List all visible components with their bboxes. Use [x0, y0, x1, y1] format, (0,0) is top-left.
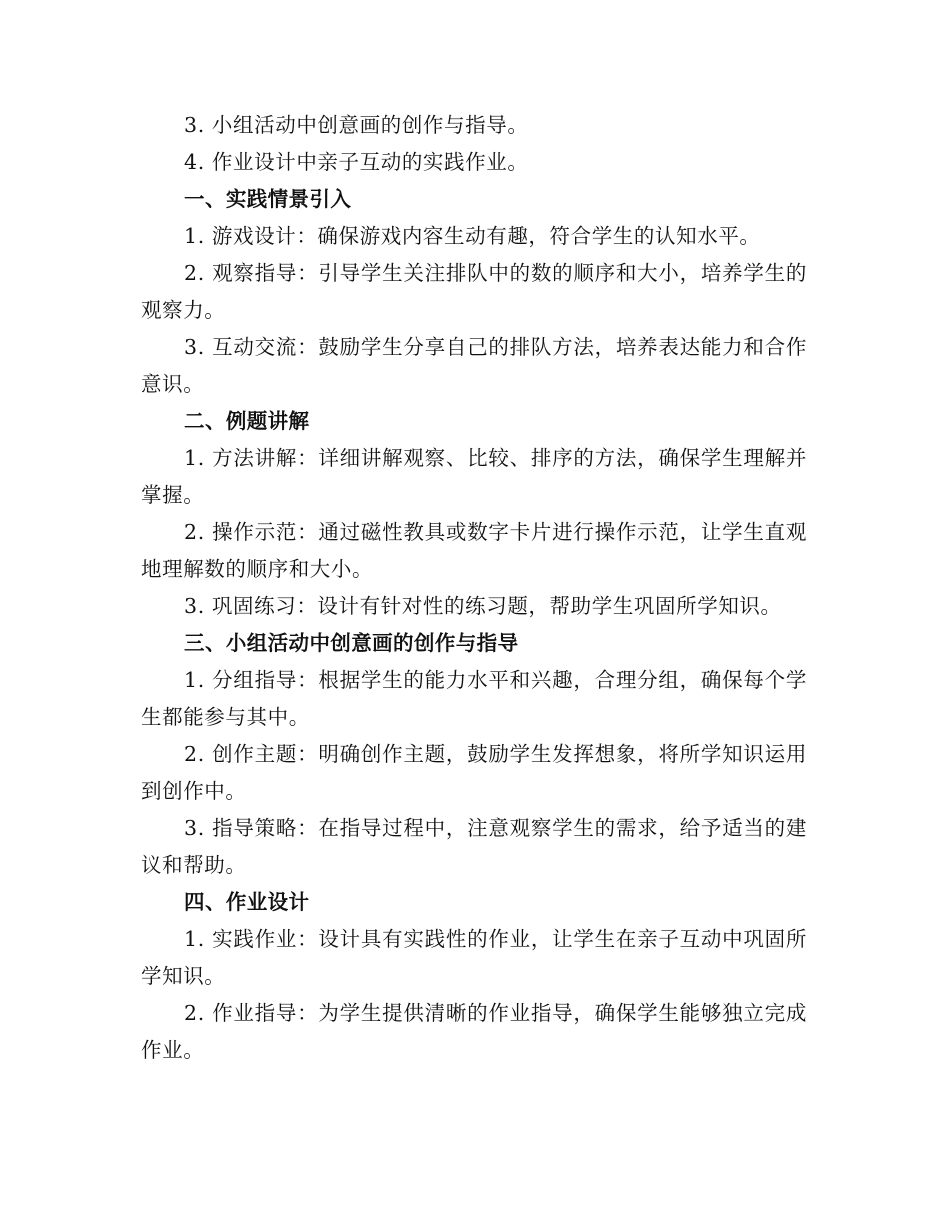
list-item: 3. 巩固练习：设计有针对性的练习题，帮助学生巩固所学知识。 — [184, 594, 782, 618]
list-item: 1. 分组指导：根据学生的能力水平和兴趣，合理分组，确保每个学生都能参与其中。 — [141, 668, 807, 729]
list-item: 2. 观察指导：引导学生关注排队中的数的顺序和大小，培养学生的观察力。 — [141, 261, 807, 322]
list-item: 4. 作业设计中亲子互动的实践作业。 — [184, 150, 529, 174]
list-item: 1. 游戏设计：确保游戏内容生动有趣，符合学生的认知水平。 — [184, 224, 761, 248]
section-heading: 一、实践情景引入 — [184, 187, 352, 211]
section-heading: 三、小组活动中创意画的创作与指导 — [184, 631, 519, 655]
list-item: 3. 指导策略：在指导过程中，注意观察学生的需求，给予适当的建议和帮助。 — [141, 816, 807, 877]
list-item: 2. 创作主题：明确创作主题，鼓励学生发挥想象，将所学知识运用到创作中。 — [141, 742, 807, 803]
document-body — [141, 107, 807, 1069]
section-heading: 四、作业设计 — [184, 890, 310, 914]
section-heading: 二、例题讲解 — [184, 409, 310, 433]
list-item: 3. 互动交流：鼓励学生分享自己的排队方法，培养表达能力和合作意识。 — [141, 335, 807, 396]
list-item: 1. 方法讲解：详细讲解观察、比较、排序的方法，确保学生理解并掌握。 — [141, 446, 807, 507]
list-item: 3. 小组活动中创意画的创作与指导。 — [184, 113, 529, 137]
list-item: 1. 实践作业：设计具有实践性的作业，让学生在亲子互动中巩固所学知识。 — [141, 927, 807, 988]
list-item: 2. 作业指导：为学生提供清晰的作业指导，确保学生能够独立完成作业。 — [141, 1001, 807, 1062]
list-item: 2. 操作示范：通过磁性教具或数字卡片进行操作示范，让学生直观地理解数的顺序和大小。 — [141, 520, 807, 581]
